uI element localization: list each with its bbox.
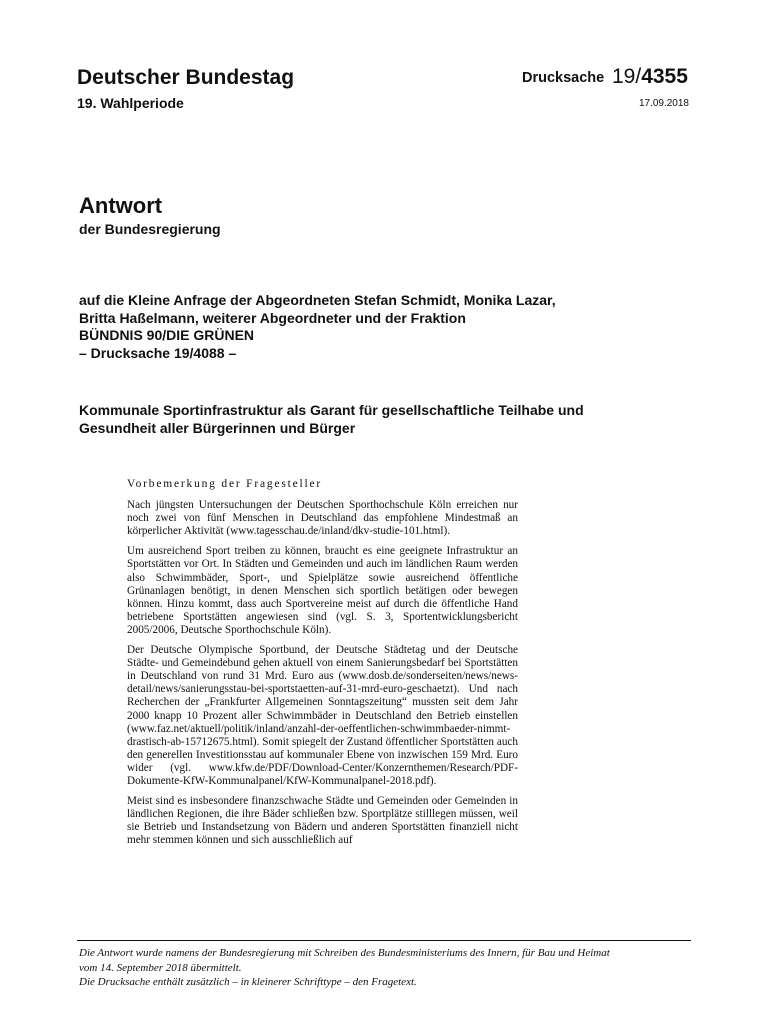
footnote	[79, 946, 691, 990]
drucksache-prefix: 19/	[612, 65, 642, 88]
inquiry-line: – Drucksache 19/4088 –	[79, 344, 237, 361]
drucksache-main-number: 4355	[641, 65, 688, 88]
document-date: 17.09.2018	[638, 98, 689, 109]
subject-title	[79, 401, 584, 437]
inquiry-reference	[79, 292, 556, 362]
preamble-paragraph: Der Deutsche Olympische Sportbund, der Deutsche Städtetag und der Deutsche Städte- und Gemeindebund gehen aktuell von einem Sanierungsbedarf bei Sportstätten in Deutschland von rund 31 Mrd. Euro aus (www.dosb.de/sonderseiten/news/news-detail/news/sanierungsstau-bei-sportstaetten-auf-31-mrd-euro-geschaetzt). Und nach Recherchen der „Frankfurter Allgemeinen Sonntagszeitung“ mussten seit dem Jahr 2000 knapp 10 Prozent aller Schwimmbäder in Deutschland den Betrieb einstellen (www.faz.net/aktuell/politik/inland/anzahl-der-oeffentlichen-schwimmbaeder-nimmt-drastisch-ab-15712675.html). Somit spiegelt der Zustand öffentlicher Sportstätten auch den generellen Investitionsstau auf kommunaler Ebene von inzwischen 159 Mrd. Euro wider (vgl. www.kfw.de/PDF/Download-Center/Konzernthemen/Research/PDF-Dokumente-KfW-Kommunalpanel/KfW-Kommunalpanel-2018.pdf).	[127, 644, 518, 787]
preamble-heading: Vorbemerkung der Fragesteller	[127, 478, 323, 490]
subject-line: Gesundheit aller Bürgerinnen und Bürger	[79, 420, 356, 436]
subject-line: Kommunale Sportinfrastruktur als Garant für gesellschaftliche Teilhabe und	[79, 402, 584, 418]
parliament-name: Deutscher Bundestag	[77, 66, 295, 89]
inquiry-line: BÜNDNIS 90/DIE GRÜNEN	[79, 327, 255, 343]
footnote-line: vom 14. September 2018 übermittelt.	[79, 961, 242, 974]
document-type-title: Antwort	[79, 193, 163, 218]
document-origin: der Bundesregierung	[79, 221, 221, 237]
preamble-section	[127, 478, 518, 854]
footnote-line: Die Antwort wurde namens der Bundesregierung mit Schreiben des Bundesministeriums des Innern, für Bau und Heimat	[79, 947, 610, 959]
preamble-paragraph: Meist sind es insbesondere finanzschwache Städte und Gemeinden oder Gemeinden in ländlichen Regionen, die ihre Bäder schließen bzw. Sportplätze stilllegen müssen, weil sie Betrieb und Instandsetzung von Bädern und anderen Sportstätten finanziell nicht mehr stemmen können und sich ausschließlich auf	[127, 795, 518, 847]
drucksache-number	[612, 65, 688, 89]
inquiry-line: auf die Kleine Anfrage der Abgeordneten Stefan Schmidt, Monika Lazar,	[79, 292, 556, 308]
footnote-line: Die Drucksache enthält zusätzlich – in kleinerer Schrifttype – den Fragetext.	[79, 976, 417, 988]
inquiry-line: Britta Haßelmann, weiterer Abgeordneter und der Fraktion	[79, 309, 466, 326]
preamble-paragraph: Um ausreichend Sport treiben zu können, braucht es eine geeignete Infrastruktur an Sportstätten vor Ort. In Städten und Gemeinden und auch im ländlichen Raum werden also Schwimmbäder, Sport-, und Spielplätze sowie ausreichend öffentliche Grünanlagen benötigt, in denen Menschen sich sportlich betätigen oder bewegen können. Hinzu kommt, dass auch Sportvereine meist auf durch die öffentliche Hand betriebene Sportstätten angewiesen sind (vgl. S. 3, Sportentwicklungsbericht 2005/2006, Deutsche Sporthochschule Köln).	[127, 545, 518, 636]
drucksache-label: Drucksache	[522, 70, 605, 86]
legislative-period: 19. Wahlperiode	[77, 95, 184, 111]
footnote-divider	[77, 940, 691, 941]
preamble-paragraph: Nach jüngsten Untersuchungen der Deutschen Sporthochschule Köln erreichen nur noch zwei von fünf Menschen in Deutschland das empfohlene Mindestmaß an körperlicher Aktivität (www.tagesschau.de/inland/dkv-studie-101.html).	[127, 499, 518, 538]
